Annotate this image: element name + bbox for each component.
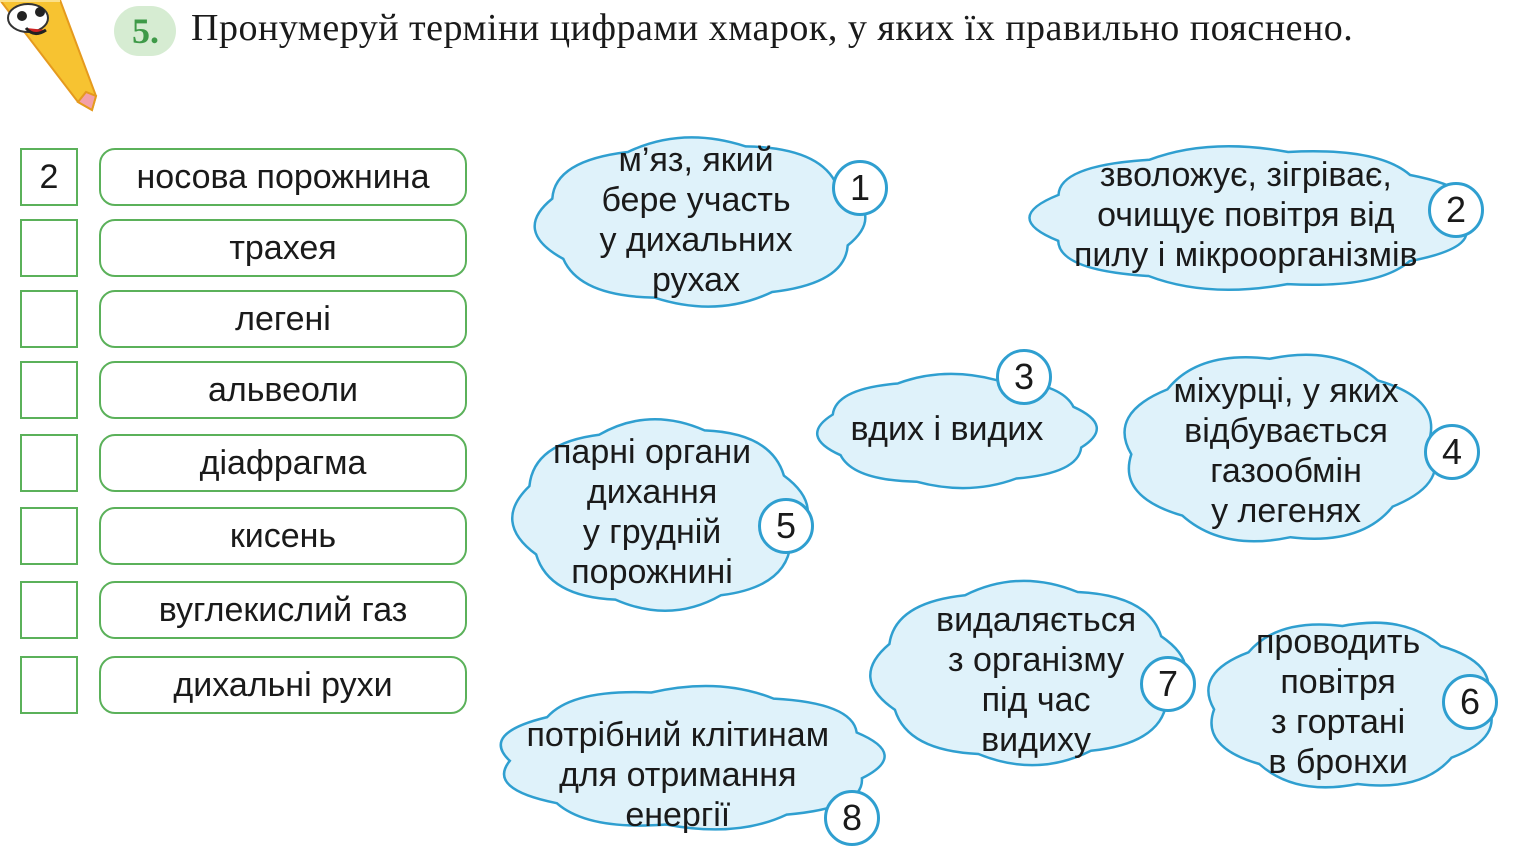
cloud-definition bbox=[936, 600, 1136, 760]
cloud-text-line: міхурці, у яких bbox=[1173, 372, 1399, 410]
cloud-definition bbox=[851, 409, 1044, 449]
cloud-definition bbox=[1256, 622, 1420, 782]
term-label: кисень bbox=[99, 507, 467, 565]
cloud-text-line: газообмін bbox=[1210, 452, 1362, 490]
cloud-number-badge: 8 bbox=[824, 790, 880, 846]
cloud-number-badge: 2 bbox=[1428, 182, 1484, 238]
term-label: вуглекислий газ bbox=[99, 581, 467, 639]
cloud-definition bbox=[527, 715, 830, 835]
cloud-text-line: рухах bbox=[652, 261, 741, 299]
cloud-text-line: видаляється bbox=[936, 601, 1137, 639]
cloud-text-line: у грудній bbox=[582, 513, 722, 551]
cloud-text-line: зволожує, зігріває, bbox=[1099, 156, 1392, 194]
task-instruction-text: Пронумеруй терміни цифрами хмарок, у яких їх правильно пояснено. bbox=[191, 7, 1354, 49]
term-label: легені bbox=[99, 290, 467, 348]
cloud-text-line: видиху bbox=[981, 721, 1091, 759]
term-label: діафрагма bbox=[99, 434, 467, 492]
cloud-text-line: порожнині bbox=[571, 553, 733, 591]
cloud-text-line: повітря bbox=[1280, 663, 1396, 701]
cloud-number-badge: 3 bbox=[996, 349, 1052, 405]
cloud-text-line: для отримання bbox=[559, 756, 797, 794]
term-label: дихальні рухи bbox=[99, 656, 467, 714]
cloud-number-badge: 1 bbox=[832, 160, 888, 216]
answer-box[interactable]: 2 bbox=[20, 148, 78, 206]
term-label: альвеоли bbox=[99, 361, 467, 419]
cloud-text-line: м’яз, який bbox=[618, 141, 774, 179]
cloud-definition bbox=[600, 140, 793, 300]
cloud-text-line: дихання bbox=[586, 473, 718, 511]
cloud-number-badge: 5 bbox=[758, 498, 814, 554]
cloud-number-badge: 4 bbox=[1424, 424, 1480, 480]
term-label: носова порожнина bbox=[99, 148, 467, 206]
cloud-definition bbox=[553, 432, 751, 592]
cloud-text-line: парні органи bbox=[553, 433, 752, 471]
cloud-text-line: у легенях bbox=[1211, 492, 1362, 530]
cloud-number-badge: 7 bbox=[1140, 656, 1196, 712]
cloud-definition bbox=[1174, 371, 1399, 531]
cloud-text-line: з організму bbox=[948, 641, 1125, 679]
cloud-definition bbox=[1074, 155, 1418, 275]
cloud-text-line: проводить bbox=[1256, 623, 1421, 661]
cloud-text-line: у дихальних bbox=[599, 221, 793, 259]
cloud-text-line: під час bbox=[981, 681, 1091, 719]
cloud-text-line: відбувається bbox=[1184, 412, 1388, 450]
task-number-badge: 5. bbox=[114, 6, 176, 56]
cloud-text-line: енергії bbox=[625, 796, 731, 834]
cloud-number-badge: 6 bbox=[1442, 674, 1498, 730]
cloud-text-line: бере участь bbox=[601, 181, 791, 219]
cloud-text-line: з гортані bbox=[1271, 703, 1406, 741]
cloud-text-line: потрібний клітинам bbox=[526, 716, 830, 754]
cloud-text-line: вдих і видих bbox=[850, 410, 1044, 448]
cloud-text-line: в бронхи bbox=[1268, 743, 1408, 781]
cloud-text-line: пилу і мікроорганізмів bbox=[1074, 236, 1418, 274]
term-label: трахея bbox=[99, 219, 467, 277]
cloud-text-line: очищує повітря від bbox=[1097, 196, 1395, 234]
